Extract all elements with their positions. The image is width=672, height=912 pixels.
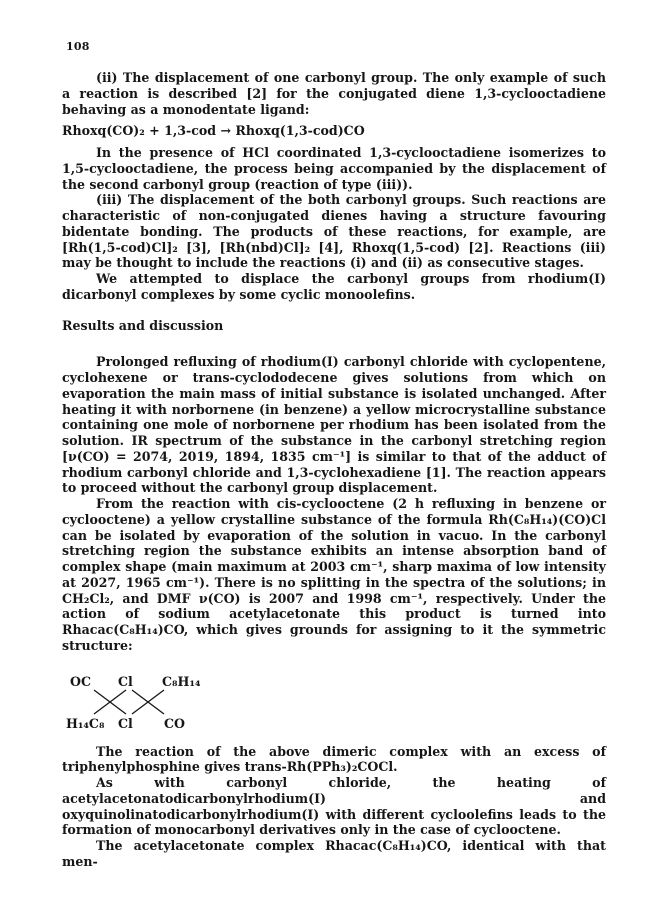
- paragraph-cyclooctene: From the reaction with cis-cyclooctene (2 h refluxing in benzene or cyclooctene) a yellow crystalline substance of the formula Rh(C₈H₁₄)(CO)Cl can be isolated by evaporation of the solution in vacuo. In the carbonyl stretching region the substance exhibits an intense absorption band of complex shape (main maximum at 2003 cm⁻¹, sharp maxima of low intensity at 2027, 1965 cm⁻¹). There is no splitting in the spectra of the solutions; in CH₂Cl₂, and DMF ν(CO) is 2007 and 1998 cm⁻¹, respectively. Under the action of sodium acetylacetonate this product is turned into Rhacac(C₈H₁₄)CO, which gives grounds for assigning to it the symmetric structure:: [62, 496, 606, 653]
- struct-bottom-left: H₁₄C₈: [66, 715, 105, 731]
- paragraph-displacement-both: (iii) The displacement of the both carbonyl groups. Such reactions are characteristic of non-conjugated dienes having a structure favouring bidentate bonding. The products of these reactions, for example, are [Rh(1,5-cod)Cl]₂ [3], [Rh(nbd)Cl]₂ [4], Rhoxq(1,5-cod) [2]. Reactions (iii) may be thought to include the reactions (i) and (ii) as consecutive stages.: [62, 192, 606, 271]
- structure-bonds: [66, 670, 226, 732]
- reaction-equation: Rhoxq(CO)₂ + 1,3-cod → Rhoxq(1,3-cod)CO: [62, 123, 365, 139]
- paragraph-attempt: We attempted to displace the carbonyl groups from rhodium(I) dicarbonyl complexes by some cyclic monoolefins.: [62, 271, 606, 302]
- struct-top-right: C₈H₁₄: [162, 673, 201, 689]
- paragraph-refluxing: Prolonged refluxing of rhodium(I) carbonyl chloride with cyclopentene, cyclohexene or trans-cyclododecene gives solutions from which on evaporation the main mass of initial substance is isolated unchanged. After heating it with norbornene (in benzene) a yellow microcrystalline substance containing one mole of norbornene per rhodium has been isolated from the solution. IR spectrum of the substance in the carbonyl stretching region [ν(CO) = 2074, 2019, 1894, 1835 cm⁻¹] is similar to that of the adduct of rhodium carbonyl chloride and 1,3-cyclohexadiene [1]. The reaction appears to proceed without the carbonyl group displacement.: [62, 354, 606, 496]
- struct-top-left: OC: [70, 673, 91, 689]
- dimer-structure-diagram: [66, 670, 226, 732]
- struct-bottom-right: CO: [164, 715, 185, 731]
- paragraph-displacement-one: (ii) The displacement of one carbonyl group. The only example of such a reaction is described [2] for the conjugated diene 1,3-cyclooctadiene behaving as a monodentate ligand:: [62, 70, 606, 117]
- page-number: 108: [66, 40, 90, 53]
- paragraph-hcl-isomerization: In the presence of HCl coordinated 1,3-cyclooctadiene isomerizes to 1,5-cyclooctadiene, the process being accompanied by the displacement of the second carbonyl group (reaction of type (iii)).: [62, 145, 606, 192]
- paragraph-acetylacetonato: As with carbonyl chloride, the heating of acetylacetonatodicarbonylrhodium(I) and oxyquinolinatodicarbonylrhodium(I) with different cycloolefins leads to the formation of monocarbonyl derivatives only in the case of cyclooctene.: [62, 775, 606, 838]
- paragraph-acetylacetonate-complex: The acetylacetonate complex Rhacac(C₈H₁₄)CO, identical with that men-: [62, 838, 606, 869]
- article-body: [62, 70, 606, 870]
- struct-bottom-mid: Cl: [118, 715, 133, 731]
- struct-top-mid: Cl: [118, 673, 133, 689]
- paragraph-triphenylphosphine: The reaction of the above dimeric complex with an excess of triphenylphosphine gives trans-Rh(PPh₃)₂COCl.: [62, 743, 606, 775]
- section-heading: Results and discussion: [62, 317, 224, 333]
